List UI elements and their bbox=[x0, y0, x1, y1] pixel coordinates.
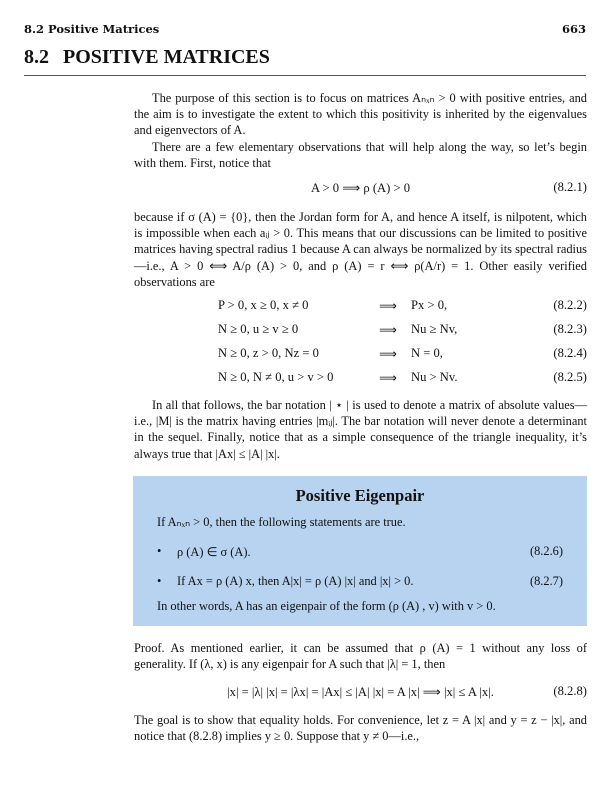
implication-lhs: P > 0, x ≥ 0, x ≠ 0 bbox=[218, 298, 309, 312]
implication-lhs: N ≥ 0, N ≠ 0, u > v > 0 bbox=[218, 370, 334, 384]
equation-8-2-1 bbox=[134, 180, 587, 198]
implication-rhs: Px > 0, bbox=[411, 298, 448, 312]
intro-paragraph-1: The purpose of this section is to focus on matrices Aₙₓₙ > 0 with positive entries, and the aim is to investigate the extent to which this positivity is inherited by the eigenvalues and eigenvectors of A. bbox=[134, 91, 587, 138]
equation-8-2-8 bbox=[134, 684, 587, 702]
equation-label: (8.2.6) bbox=[529, 544, 563, 558]
equation-label: (8.2.8) bbox=[553, 684, 587, 698]
bullet-text: If Ax = ρ (A) x, then A|x| = ρ (A) |x| and |x| > 0. bbox=[177, 574, 414, 588]
theorem-title: Positive Eigenpair bbox=[295, 486, 425, 505]
implication-rhs: Nu ≥ Nv, bbox=[411, 322, 458, 336]
running-head bbox=[24, 22, 586, 40]
equation-formula: |x| = |λ| |x| = |λx| = |Ax| ≤ |A| |x| = A |x| ⟹ |x| ≤ A |x|. bbox=[227, 685, 494, 699]
implication-row bbox=[134, 370, 587, 388]
running-head-section: 8.2 Positive Matrices bbox=[24, 22, 160, 36]
intro-paragraph-2: There are a few elementary observations that will help along the way, so let’s begin with them. First, notice that bbox=[134, 140, 587, 171]
proof-closing: The goal is to show that equality holds. For convenience, let z = A |x| and y = z − |x|, and notice that (8.2.8) implies y ≥ 0. Suppose that y ≠ 0—i.e., bbox=[134, 713, 587, 744]
equation-label: (8.2.7) bbox=[529, 574, 563, 588]
bullet-text: ρ (A) ∈ σ (A). bbox=[177, 545, 251, 559]
implies-arrow: ⟹ bbox=[379, 371, 398, 385]
section-heading bbox=[24, 46, 586, 76]
implication-row bbox=[134, 346, 587, 364]
implication-row bbox=[134, 322, 587, 340]
section-title: POSITIVE MATRICES bbox=[63, 46, 270, 68]
implication-lhs: N ≥ 0, u ≥ v ≥ 0 bbox=[218, 322, 299, 336]
implication-rhs: Nu > Nv. bbox=[411, 370, 458, 384]
proof-paragraph: Proof. As mentioned earlier, it can be assumed that ρ (A) = 1 without any loss of generality. If (λ, x) is any eigenpair for A such that |λ| = 1, then bbox=[134, 641, 587, 672]
bullet-icon: • bbox=[157, 544, 162, 558]
paragraph-3: because if σ (A) = {0}, then the Jordan form for A, and hence A itself, is nilpotent, which is impossible when each aᵢⱼ > 0. This means that our discussions can be limited to positive matrices having spectral radius 1 because A can always be normalized by its spectral radius—i.e., A > 0 ⟺ A/ρ (A) > 0, and ρ (A) = r ⟺ ρ(A/r) = 1. Other easily verified observations are bbox=[134, 210, 587, 289]
equation-label: (8.2.2) bbox=[553, 298, 587, 312]
paragraph-4: In all that follows, the bar notation | ⋆ | is used to denote a matrix of absolute values—i.e., |M| is the matrix having entries |mᵢⱼ|. The bar notation will never denote a determinant in the sequel. Finally, notice that as a simple consequence of the triangle inequality, it’s always true that |Ax| ≤ |A| |x|. bbox=[134, 398, 587, 461]
implication-lhs: N ≥ 0, z > 0, Nz = 0 bbox=[218, 346, 319, 360]
equation-formula: A > 0 ⟹ ρ (A) > 0 bbox=[310, 181, 411, 195]
section-number: 8.2 bbox=[24, 46, 49, 68]
equation-label: (8.2.5) bbox=[553, 370, 587, 384]
theorem-hypothesis: If Aₙₓₙ > 0, then the following statements are true. bbox=[157, 515, 406, 529]
page-number: 663 bbox=[561, 22, 586, 36]
implies-arrow: ⟹ bbox=[379, 347, 398, 361]
equation-label: (8.2.3) bbox=[553, 322, 587, 336]
bullet-icon: • bbox=[157, 574, 162, 588]
theorem-box bbox=[133, 476, 587, 626]
theorem-bullet bbox=[157, 574, 563, 592]
implies-arrow: ⟹ bbox=[379, 299, 398, 313]
equation-label: (8.2.4) bbox=[553, 346, 587, 360]
equation-label: (8.2.1) bbox=[553, 180, 587, 194]
implication-row bbox=[134, 298, 587, 316]
implies-arrow: ⟹ bbox=[379, 323, 398, 337]
implication-rhs: N = 0, bbox=[411, 346, 443, 360]
theorem-bullet bbox=[157, 544, 563, 562]
theorem-conclusion: In other words, A has an eigenpair of the form (ρ (A) , v) with v > 0. bbox=[157, 599, 496, 613]
